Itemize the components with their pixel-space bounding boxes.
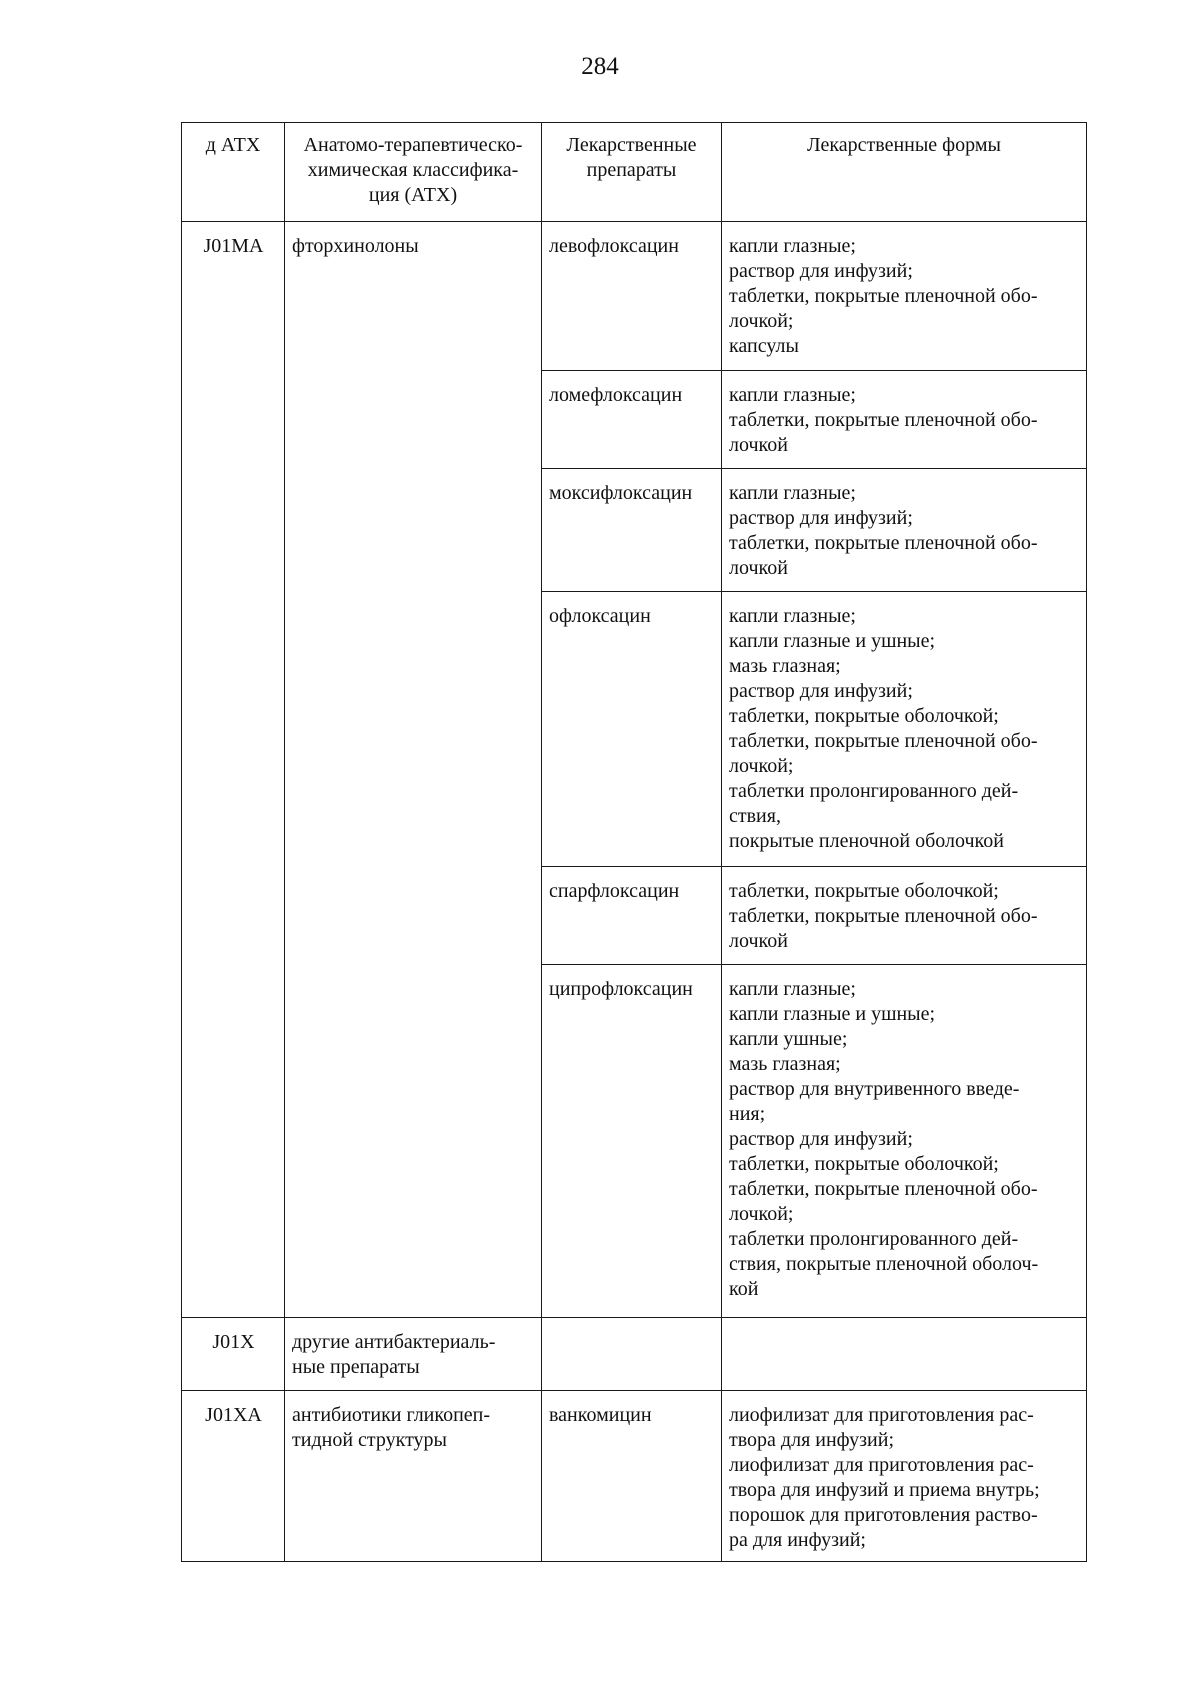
table-header	[182, 123, 1087, 222]
dosage-form-line: лочкой;	[729, 755, 794, 777]
atc-table	[181, 122, 1087, 1562]
header-drugs-line: Лекарственные	[566, 134, 697, 156]
table-row	[182, 1318, 1087, 1391]
drug-name-cell: офлоксацин	[542, 592, 722, 867]
drug-name-cell: левофлоксацин	[542, 222, 722, 371]
drug-name-cell: ванкомицин	[542, 1391, 722, 1562]
atc-code-cell: J01X	[182, 1318, 285, 1391]
dosage-form-line: лиофилизат для приготовления рас-	[729, 1454, 1034, 1476]
header-forms: Лекарственные формы	[722, 123, 1087, 222]
dosage-form-line: таблетки, покрытые пленочной обо-	[729, 1178, 1038, 1200]
dosage-form-line: капсулы	[729, 335, 799, 357]
header-drugs-line: препараты	[586, 159, 677, 181]
dosage-form-line: капли глазные;	[729, 384, 856, 406]
header-drugs	[542, 123, 722, 222]
classification-line: антибиотики гликопеп-	[292, 1404, 491, 1426]
header-classification	[285, 123, 542, 222]
classification-cell	[285, 1318, 542, 1391]
dosage-form-line: ра для инфузий;	[729, 1529, 866, 1551]
dosage-form-line: капли глазные;	[729, 235, 856, 257]
dosage-form-line: твора для инфузий;	[729, 1429, 895, 1451]
dosage-form-line: лочкой	[729, 930, 788, 952]
drug-name-cell	[542, 1318, 722, 1391]
dosage-form-line: лочкой;	[729, 310, 794, 332]
table-row	[182, 222, 1087, 371]
dosage-form-line: таблетки, покрытые пленочной обо-	[729, 905, 1038, 927]
drug-name-cell: моксифлоксацин	[542, 469, 722, 592]
dosage-form-line: ствия, покрытые пленочной оболоч-	[729, 1253, 1039, 1275]
dosage-form-line: кой	[729, 1278, 759, 1300]
dosage-form-line: лочкой	[729, 434, 788, 456]
header-classification-line: химическая классифика-	[307, 159, 519, 181]
dosage-form-line: твора для инфузий и приема внутрь;	[729, 1479, 1040, 1501]
dosage-form-line: раствор для инфузий;	[729, 260, 913, 282]
dosage-forms-cell	[722, 469, 1087, 592]
dosage-form-line: таблетки пролонгированного дей-	[729, 780, 1019, 802]
dosage-form-line: ния;	[729, 1103, 766, 1125]
dosage-forms-cell	[722, 1318, 1087, 1391]
dosage-form-line: капли глазные;	[729, 482, 856, 504]
dosage-forms-cell	[722, 965, 1087, 1318]
drug-name-cell: ципрофлоксацин	[542, 965, 722, 1318]
dosage-form-line: таблетки, покрытые пленочной обо-	[729, 409, 1038, 431]
dosage-form-line: таблетки, покрытые пленочной обо-	[729, 285, 1038, 307]
dosage-form-line: раствор для инфузий;	[729, 1128, 913, 1150]
drug-name-cell: спарфлоксацин	[542, 867, 722, 965]
classification-cell	[285, 1391, 542, 1562]
atc-code-cell: J01XA	[182, 1391, 285, 1562]
header-code: д АТХ	[182, 123, 285, 222]
dosage-forms-cell	[722, 867, 1087, 965]
dosage-form-line: покрытые пленочной оболочкой	[729, 830, 1004, 852]
dosage-form-line: мазь глазная;	[729, 1053, 841, 1075]
dosage-forms-cell	[722, 222, 1087, 371]
dosage-form-line: лиофилизат для приготовления рас-	[729, 1404, 1034, 1426]
dosage-forms-cell	[722, 592, 1087, 867]
page-number: 284	[581, 53, 619, 80]
classification-cell	[285, 222, 542, 1318]
dosage-form-line: раствор для инфузий;	[729, 507, 913, 529]
classification-line: фторхинолоны	[292, 235, 419, 257]
classification-line: другие антибактериаль-	[292, 1331, 496, 1353]
dosage-form-line: капли глазные и ушные;	[729, 1003, 936, 1025]
atc-code-cell: J01MA	[182, 222, 285, 1318]
dosage-form-line: капли глазные и ушные;	[729, 630, 936, 652]
dosage-form-line: таблетки, покрытые оболочкой;	[729, 1153, 999, 1175]
dosage-form-line: порошок для приготовления раство-	[729, 1504, 1038, 1526]
dosage-form-line: таблетки пролонгированного дей-	[729, 1228, 1019, 1250]
dosage-form-line: капли ушные;	[729, 1028, 848, 1050]
dosage-form-line: капли глазные;	[729, 605, 856, 627]
dosage-forms-cell	[722, 371, 1087, 469]
dosage-forms-cell	[722, 1391, 1087, 1562]
dosage-form-line: лочкой	[729, 557, 788, 579]
dosage-form-line: раствор для внутривенного введе-	[729, 1078, 1020, 1100]
dosage-form-line: лочкой;	[729, 1203, 794, 1225]
dosage-form-line: таблетки, покрытые оболочкой;	[729, 880, 999, 902]
header-classification-line: Анатомо-терапевтическо-	[303, 134, 523, 156]
dosage-form-line: мазь глазная;	[729, 655, 841, 677]
classification-line: ные препараты	[292, 1356, 420, 1378]
dosage-form-line: капли глазные;	[729, 978, 856, 1000]
dosage-form-line: ствия,	[729, 805, 781, 827]
dosage-form-line: таблетки, покрытые пленочной обо-	[729, 730, 1038, 752]
table-body	[182, 222, 1087, 1562]
header-row	[182, 123, 1087, 222]
header-classification-line: ция (АТХ)	[368, 184, 458, 206]
dosage-form-line: раствор для инфузий;	[729, 680, 913, 702]
table-row	[182, 1391, 1087, 1562]
drug-name-cell: ломефлоксацин	[542, 371, 722, 469]
dosage-form-line: таблетки, покрытые пленочной обо-	[729, 532, 1038, 554]
dosage-form-line: таблетки, покрытые оболочкой;	[729, 705, 999, 727]
classification-line: тидной структуры	[292, 1429, 447, 1451]
